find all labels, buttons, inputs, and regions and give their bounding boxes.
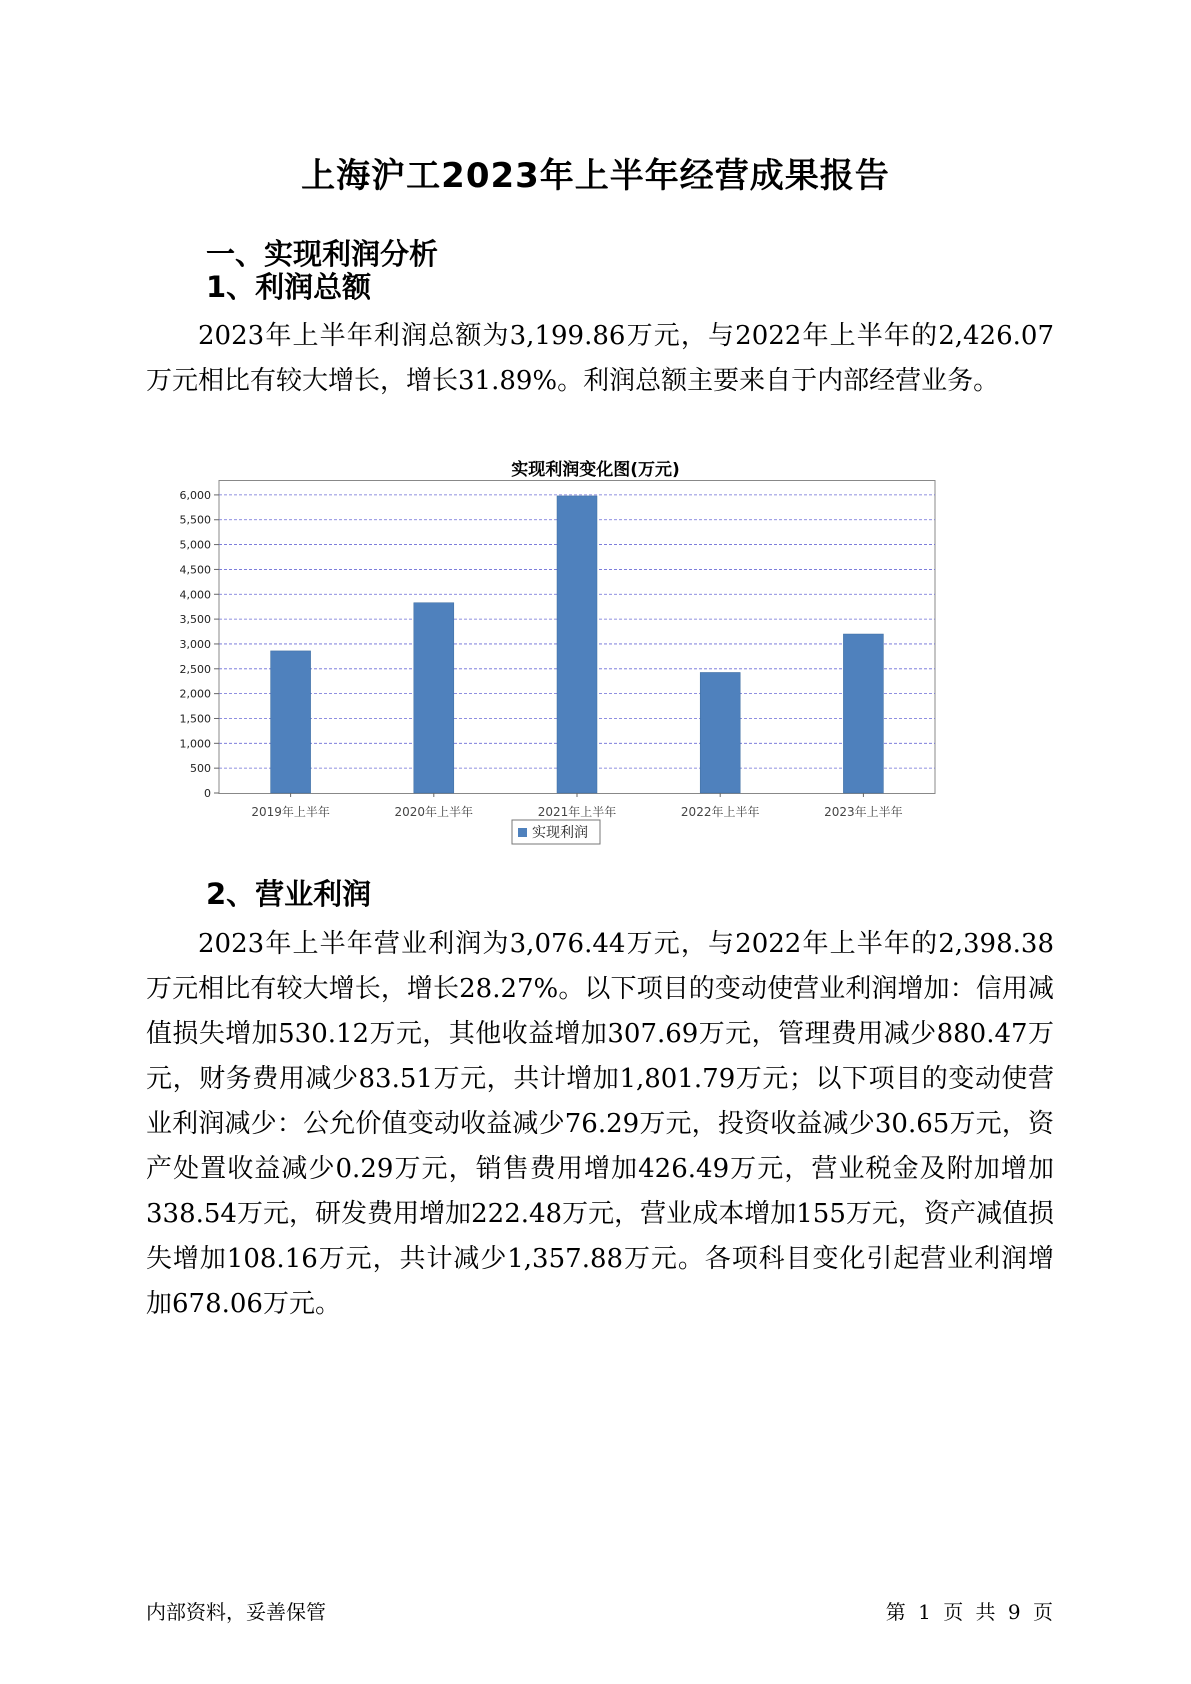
bar [414,603,454,793]
section-heading-profit-analysis: 一、实现利润分析 [206,237,439,271]
x-tick-label: 2021年上半年 [537,805,617,819]
bar [271,651,311,793]
subheading-total-profit: 1、利润总额 [206,270,372,304]
y-tick-label: 3,500 [179,613,211,627]
footer-confidential-note: 内部资料，妥善保管 [146,1600,326,1624]
y-tick-label: 1,500 [179,712,211,726]
page-title: 上海沪工2023年上半年经营成果报告 [301,156,890,196]
subheading-operating-profit: 2、营业利润 [206,877,372,911]
legend-label: 实现利润 [532,825,588,841]
legend-swatch [518,828,527,837]
y-tick-label: 5,000 [179,538,211,552]
profit-bar-chart [150,480,1050,860]
bar [557,496,597,793]
y-tick-label: 1,000 [179,737,211,751]
x-tick-label: 2022年上半年 [680,805,760,819]
y-tick-label: 6,000 [179,488,211,502]
y-tick-label: 500 [190,762,211,776]
footer-page-number: 第 1 页 共 9 页 [885,1600,1053,1624]
y-tick-label: 0 [204,787,211,800]
y-tick-label: 2,500 [179,662,211,676]
bar [843,634,883,793]
x-tick-label: 2023年上半年 [824,805,903,819]
x-tick-label: 2019年上半年 [251,805,330,819]
y-tick-label: 2,000 [179,687,211,701]
chart-title: 实现利润变化图(万元) [511,460,680,480]
y-tick-label: 5,500 [179,513,211,527]
y-tick-label: 3,000 [179,637,211,651]
x-tick-label: 2020年上半年 [394,805,474,819]
paragraph-total-profit: 2023年上半年利润总额为3,199.86万元，与2022年上半年的2,426.07万元相比有较大增长，增长31.89%。利润总额主要来自于内部经营业务。 [146,321,1054,396]
y-tick-label: 4,000 [179,588,211,602]
y-tick-label: 4,500 [179,563,211,577]
paragraph-operating-profit: 2023年上半年营业利润为3,076.44万元，与2022年上半年的2,398.38万元相比有较大增长，增长28.27%。以下项目的变动使营业利润增加：信用减值损失增加530.12万元，其他收益增加307.69万元，管理费用减少880.47万元，财务费用减少83.51万元，共计增加1,801.79万元；以下项目的变动使营业利润减少：公允价值变动收益减少76.29万元，投资收益减少30.65万元，资产处置收益减少0.29万元，销售费用增加426.49万元，营业税金及附加增加338.54万元，研发费用增加222.48万元，营业成本增加155万元，资产减值损失增加108.16万元，共计减少1,357.88万元。各项科目变化引起营业利润增加678.06万元。 [146,929,1054,1319]
bar [700,672,740,793]
